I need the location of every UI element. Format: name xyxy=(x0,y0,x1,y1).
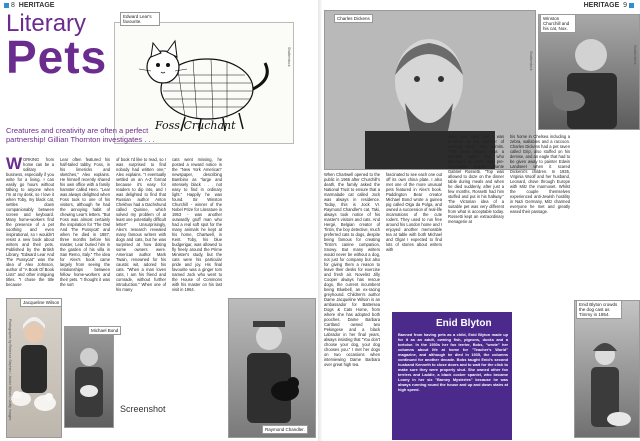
column-8: his home in Chelsea including a zebra, wallabies and a raccoon. Charles Dickens had a pet raven called Grip, also stuffed on his demise, and an eagle that had to be given away to painter Edwin Landseer when it scared Dickens's children. In 1935, Virginia Woolf and her husband, Leonard, drove through Europe with Mitz the marmoset. Whilst the couple themselves experienced anti-Jewish hostility in Nazi Germany, Mitz charmed everyone he met and greatly eased their passage. xyxy=(510,134,570,214)
dickens-credit: Shutterstock xyxy=(529,51,533,71)
charles-dickens-photo xyxy=(324,10,536,170)
column-2: Lear often featured his half-tailed tabby, Foss, in his limericks and sketches," Alex explains. He himself recently shared his own office with a family hamster called Hero. "Lear was always delighted when Foss took to one of his visitors, although he had the annoying habit of chewing Lear's letters. "But Foss was almost certainly the inspiration for 'The Owl And The Pussycat' and when he died in 1887, three months before his master, Lear buried him in the garden of his villa in San Remo, Italy." The idea for Alex's book came largely from seeing the relationships between fellow home-workers and their pets. "I thought it was the sort xyxy=(60,157,110,287)
column-7: dogs and cats, but I was amazed at the number of unusual pets," Alex admits. "The most bizarre was a wombat called Top who belonged to poet and pre-Raphaelite painter Dante Gabriel Rossetti. "Top was allowed to doze on the dinner table during meals and when he died suddenly, after just a few months, Rossetti had him stuffed and put in his hallway." The Victorian idea of a suitable pet was very different from what is acceptable today. Rossetti kept an extraordinary menagerie at xyxy=(448,134,504,224)
column-5: When Chartwell opened to the public in 1966 after Churchill's death, the family asked the National Trust to ensure that a marmalade cat called Jock was always in residence. Today, this is Jock VI. Raymond Chandler's cat, Taki, always took notice of his master's visitors and cats. And Hergé, Belgian creator of Tintin, the boy detective, much preferred cats to dogs, despite being famous for creating Tintin's canine companion, Snowy. But many writers would never be without a dog, not just for company but also for giving them a reason to leave their desks for exercise and fresh air. Novelist Jilly Cooper always has rescue dogs, the current incumbent being Bluebell, an ex-racing greyhound. Children's author Dame Jacqueline Wilson is an ambassador for Battersea Dogs & Cats Home, from where she has adopted both pooches. Dame Barbara Cartland owned two Pekingese and a black Labrador in her final years, always insisting that "You don't choose your dog, your dog chooses you." I met her dogs on two occasions when interviewing Dame Barbara over great high tea. xyxy=(324,172,380,367)
jacqueline-wilson-photo xyxy=(6,298,62,438)
lear-cat-caption: Edward Lear's favourite. xyxy=(120,12,160,26)
standfirst: Creatures and creativity are often a perfect partnership! Gillian Thornton investigates . . . xyxy=(6,126,155,144)
man-with-guinea-pig-icon xyxy=(65,327,113,427)
dickens-caption: Charles Dickens xyxy=(334,14,373,23)
person-with-dogs-icon xyxy=(7,299,61,437)
drop-cap: W xyxy=(6,154,23,173)
folio-flag-icon xyxy=(4,3,9,8)
jacqueline-credit: Photographs by Rebecca Stephen / Jackie Wilson / Getty Images xyxy=(8,319,12,421)
headline-line1: Literary xyxy=(6,10,87,37)
woman-with-dog-icon xyxy=(575,301,639,437)
churchill-caption: Winston Churchill and his cat, Nox. xyxy=(540,14,576,33)
column-1: WORKING from home can be a solitary business, especially if you write for a living. I can easily go hours without talking to anyone when I'm at my desk, so I love it when Toby, my black cat, settles down companionably between screen and keyboard. Many home-workers find the presence of a pet soothing and even inspirational, so I wouldn't resist a new book about writers and their pets. Published by the British Library, "Edward Lear And The Pussycat" was the idea of Alex Johnson, author of "A Book Of Book Lists" and other intriguing titles. "I chose the title because xyxy=(6,154,54,287)
raymond-caption: Raymond Chandler. xyxy=(262,425,308,434)
man-with-cat-icon xyxy=(229,299,315,437)
enid-box-title: Enid Blyton xyxy=(436,318,492,329)
partial-caption-text: Screenshot xyxy=(120,404,166,414)
right-folio: HERITAGE 9 xyxy=(584,2,636,9)
raymond-chandler-photo xyxy=(228,298,316,438)
folio-flag-icon xyxy=(629,3,634,8)
jacqueline-caption: Jacqueline Wilson xyxy=(20,298,62,307)
column-4: cats went missing, he posted a reward notice in the "New York American" newspaper, describing Bambino as "large and intensely black . . . not easy to find in ordinary light." Happily he was found. Sir Winston Churchill - winner of the Nobel Prize for Literature in 1953 - was another outwardly gruff man who had a real soft spot for the many animals he kept at his home, Chartwell, in Kent. Toby, his blue budgerigar, was allowed to fly freely around the Prime Minister's study, but the cats were his particular pride and joy. His final favourite was a ginger tom named Jock who went to the House of Commons with his master on his last visit in 1964. xyxy=(172,157,222,292)
left-folio: 8 HERITAGE xyxy=(4,2,54,9)
michael-bond-photo xyxy=(64,326,114,428)
column-3: of book I'd like to read, so I was surprised to find nobody had written one," Alex explains. "I eventually settled on an A-Z format because it's easy for readers to dip into, and I was delighted to find that Russian author Anton Chekhov had a Dachshund called Quinine, which solved my problem of at least one potentially difficult letter!" Unsurprisingly, Alex's research revealed many famous writers with dogs and cats, but he was surprised at how doting some owners were. American author Mark Twain, renowned for his caustic wit, adored his cats. "When a man loves cats, I am his friend and comrade, without further introduction." When one of his many xyxy=(116,157,166,292)
cartoon-credit: Shutterstock xyxy=(287,47,291,67)
churchill-credit: Shutterstock xyxy=(633,45,637,65)
headline-line2: Pets xyxy=(6,31,108,83)
column-6: fascinated to see each one out off its own china plate. I also met one of the more unusual pets featured in Alex's book. Paddington Bear creator Michael Bond wrote a guinea pig called Olga da Polga, and owned a succession of real-life incarnations of the cute rodent. They used to run free around his London home and I enjoyed another memorable tea at table with both Michael and Olga! I expected to find lots of stories about writers with xyxy=(386,172,442,252)
michael-bond-caption: Michael Bond xyxy=(88,326,121,335)
enid-blyton-photo xyxy=(574,300,640,438)
article-headline xyxy=(6,10,108,83)
enid-box-text: Banned from having pets as a child, Enid Blyton made up for it as an adult, owning fish, pigeons, ducks and a tortoise. In the 1930s her fox terrier, Bobs, "wrote" her columns about life at home for "Teacher's World" magazine, and although he died in 1935, the columns continued for another decade. Bobs taught Enid's second husband Kenneth to close doors and to wait for the click to make sure they were properly shut. She owned other fox terriers and Laddie, a black cocker spaniel, who became Loony in her six "Barney Mysteries" because he was always running round the house and up and down stairs at high speed. xyxy=(398,332,508,392)
cartoon-signature: Foss Cruchant xyxy=(155,119,236,132)
enid-blyton-box xyxy=(392,312,512,440)
left-page xyxy=(0,0,318,441)
enid-photo-caption: Enid Blyton crowds the dog cast as Timmy in 1954. xyxy=(576,300,622,319)
